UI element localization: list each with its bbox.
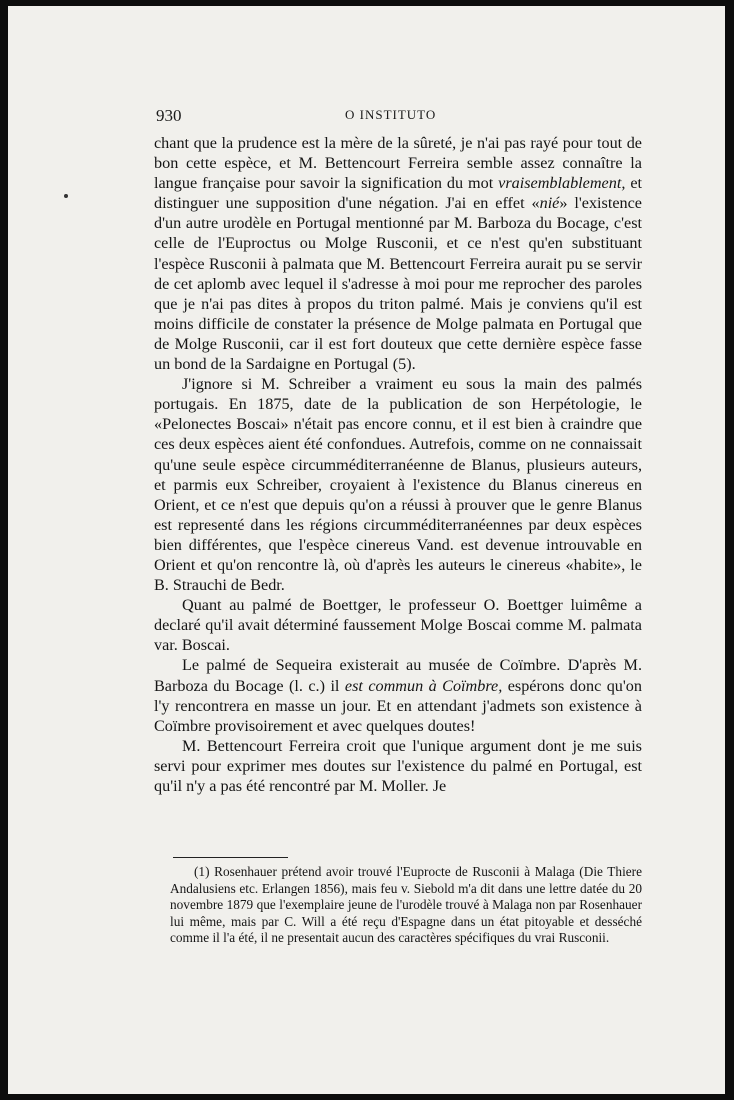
paragraph (154, 133, 642, 374)
footnote-divider (173, 857, 288, 858)
footnote-text: (1) Rosenhauer prétend avoir trouvé l'Euprocte de Rusconii à Malaga (Die Thiere Andalusiens etc. Erlangen 1856), mais feu v. Siebold m'a dit dans une lettre datée du 20 novembre 1879 que l'exemplaire jeune de l'urodèle trouvé à Malaga non par Rosenhauer lui même, mais par C. Will a été reçu d'Espagne dans un état pitoyable et desséché comme il l'a été, il ne presentait aucun des caractères spécifiques du vrai Rusconii. (170, 864, 642, 945)
italic-text: est commun à Coïmbre, (344, 676, 503, 695)
paragraph-text: Le palmé de Sequeira existerait au musée de Coïmbre. D'après M. Barboza du Bocage (l. c.) il (154, 656, 642, 695)
running-title: O INSTITUTO (345, 107, 437, 122)
footnote (170, 864, 642, 947)
paragraph-text: » l'existence d'un autre urodèle en Portugal mentionné par M. Barboza du Bocage, c'est celle de l'Euproctus ou Molge Rusconii, et ce n'est qu'en substituant l'espèce Rusconii à palmata que M. Bettencourt Ferreira aurait pu se servir de cet aplomb avec lequel il s'adresse à moi pour me reprocher des paroles que je n'ai pas dites à propos du triton palmé. Mais je conviens qu'il est moins difficile de constater la présence de Molge palmata en Portugal que de Molge Rusconii, car il est fort douteux que cette dernière espèce fasse un bond de la Sardaigne en Portugal (5). (154, 194, 642, 374)
page (8, 6, 725, 1094)
italic-text: nié (539, 194, 560, 213)
page-number: 930 (156, 106, 182, 125)
margin-speck (64, 194, 68, 198)
paragraph: Quant au palmé de Boettger, le professeur O. Boettger luimême a declaré qu'il avait déterminé faussement Molge Boscai comme M. palmata var. Boscai. (154, 596, 642, 655)
paragraph-text: et distinguer une supposition d'une négation. J'ai en effet « (154, 174, 642, 213)
paragraph: M. Bettencourt Ferreira croit que l'unique argument dont je me suis servi pour exprimer mes doutes sur l'existence du palmé en Portugal, est qu'il n'y a pas été rencontré par M. Moller. Je (154, 736, 642, 795)
main-text (154, 133, 642, 796)
paragraph-text: espérons donc qu'on l'y rencontrera en masse un jour. Et en attendant j'admets son existence à Coïmbre provisoirement et avec quelques doutes! (154, 676, 642, 735)
paragraph: J'ignore si M. Schreiber a vraiment eu sous la main des palmés portugais. En 1875, date de la publication de son Herpétologie, le «Pelonectes Boscai» n'était pas encore connu, et il est bien à craindre que ces deux espèces aient été confondues. Autrefois, comme on ne connaissait qu'une seule espèce circumméditerranéenne de Blanus, plusieurs auteurs, et parmis eux Schreiber, croyaient à l'existence du Blanus cinereus en Orient, et ce n'est que depuis qu'on a réussi à prouver que le genre Blanus est representé dans les régions circumméditerranéennes par deux espèces bien différentes, que l'espèce cinereus Vand. est devenue introuvable en Orient et qu'on rencontre là, où d'après les auteurs le cinereus «habite», le B. Strauchi de Bedr. (154, 375, 642, 595)
paragraph (154, 655, 642, 735)
paragraph-text: chant que la prudence est la mère de la sûreté, je n'ai pas rayé pour tout de bon cette espèce, et M. Bettencourt Ferreira semble assez connaître la langue française pour savoir la signification du mot (154, 134, 642, 193)
italic-text: vraisemblablement, (498, 174, 626, 193)
